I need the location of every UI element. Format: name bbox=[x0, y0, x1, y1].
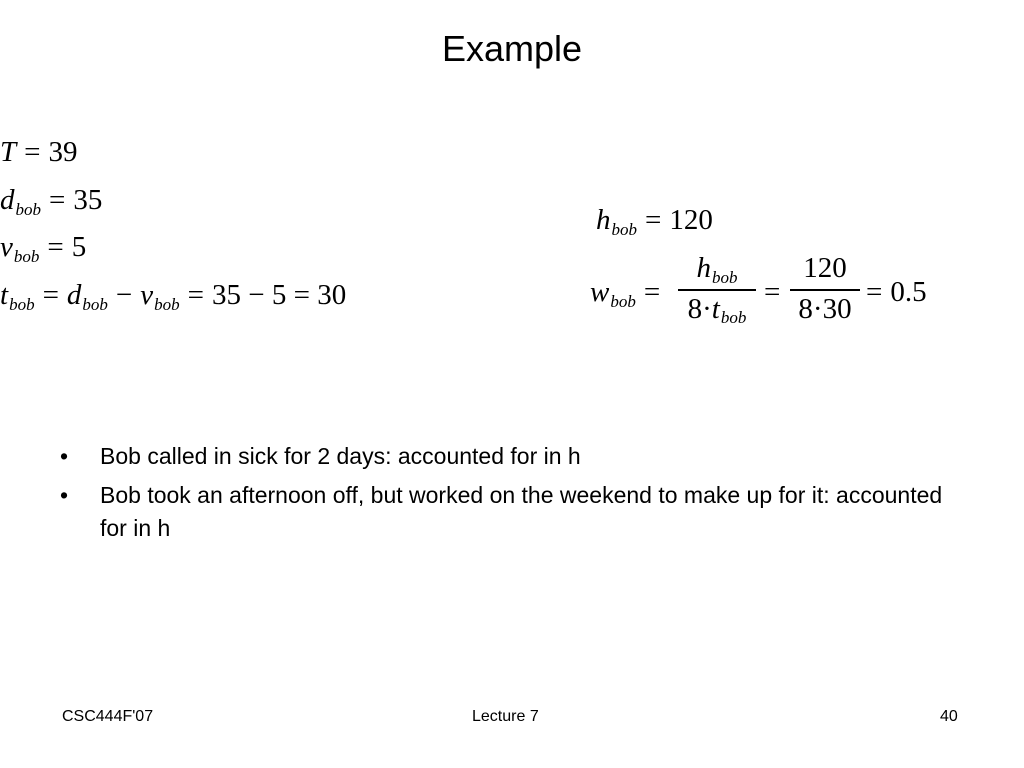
list-item bbox=[60, 440, 960, 473]
var-t: t bbox=[711, 292, 720, 325]
sub-bob: bob bbox=[13, 246, 40, 266]
sub-bob: bob bbox=[720, 308, 747, 328]
list-item bbox=[60, 479, 960, 545]
equation-h-bob: $h_{bob}$ = 120 bbox=[596, 204, 713, 239]
total-value: 39 bbox=[48, 136, 78, 168]
var-t: t bbox=[0, 279, 9, 311]
fraction-120-over-240 bbox=[790, 254, 860, 324]
h-bob-value: 120 bbox=[669, 204, 713, 236]
w-bob-result: 0.5 bbox=[890, 276, 927, 308]
v-bob-value: 5 bbox=[71, 231, 87, 263]
den-coef: 8 bbox=[687, 292, 703, 325]
footer-page-number: 40 bbox=[940, 708, 958, 725]
bullet-text: Bob took an afternoon off, but worked on the weekend to make up for it: accounted for in h bbox=[100, 482, 943, 541]
var-v: v bbox=[140, 279, 154, 311]
equation-v-bob: $v_{bob}$ = 5 bbox=[0, 231, 87, 266]
footer-course: CSC444F'07 bbox=[62, 708, 154, 725]
frac2-denominator: 8·30 bbox=[798, 292, 852, 325]
frac2-numerator: 120 bbox=[803, 252, 847, 284]
var-h: h bbox=[696, 252, 711, 284]
equals-sign: = bbox=[764, 276, 781, 308]
fraction-bar bbox=[678, 289, 756, 291]
equation-total: T = 39 bbox=[0, 136, 78, 168]
sub-bob: bob bbox=[610, 291, 636, 311]
d-bob-value: 35 bbox=[73, 184, 103, 216]
bullet-list bbox=[60, 440, 960, 551]
sub-bob: bob bbox=[611, 219, 637, 239]
equation-t-bob: $t_{bob}$ = $d_{bob}$ − $v_{bob}$ = 35 − 5 = 30 bbox=[0, 279, 347, 314]
bullet-dot: • bbox=[60, 482, 69, 508]
sub-bob: bob bbox=[82, 294, 108, 314]
var-w: w bbox=[590, 276, 610, 308]
sub-bob: bob bbox=[9, 294, 35, 314]
slide-title: Example bbox=[441, 28, 583, 69]
sub-bob: bob bbox=[15, 199, 41, 219]
footer-lecture: Lecture 7 bbox=[472, 708, 539, 725]
equation-w-bob-lhs: $w_{bob}$ = bbox=[590, 276, 661, 311]
var-v: v bbox=[0, 231, 13, 263]
sub-bob: bob bbox=[712, 267, 738, 287]
fraction-bar bbox=[790, 289, 860, 291]
var-h: h bbox=[596, 204, 611, 236]
fraction-h-over-8t: $h_{bob}$ $8\cdot t_{bob}$ bbox=[678, 254, 756, 324]
sub-bob: bob bbox=[154, 294, 180, 314]
t-bob-computation: 35 − 5 = 30 bbox=[212, 279, 347, 311]
bullet-text: Bob called in sick for 2 days: accounted for in h bbox=[100, 443, 581, 469]
var-d: d bbox=[0, 184, 15, 216]
var-d: d bbox=[66, 279, 82, 311]
bullet-dot: • bbox=[60, 443, 69, 469]
equation-d-bob: $d_{bob}$ = 35 bbox=[0, 184, 103, 219]
equation-w-result: = 0.5 bbox=[866, 276, 927, 308]
var-T: T bbox=[0, 136, 17, 168]
